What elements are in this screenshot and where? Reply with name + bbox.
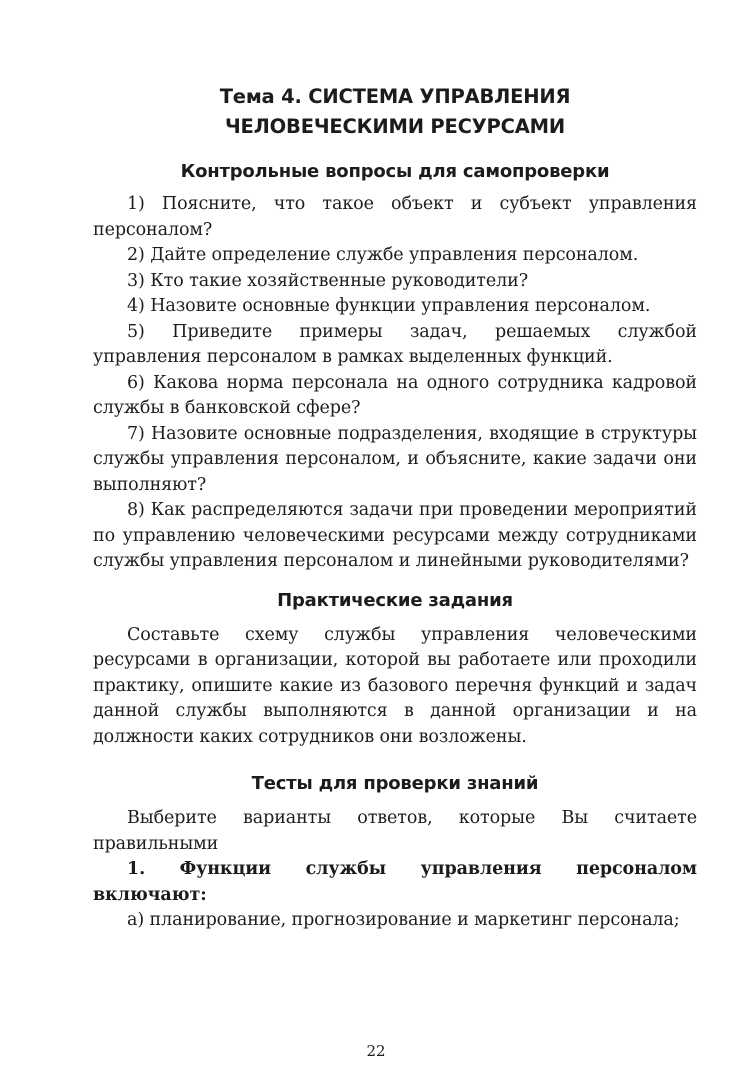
question-item-6: 6) Какова норма персонала на одного сотрудника кадровой службы в банковской сфере?: [93, 372, 697, 418]
page-title-line-1: Тема 4. СИСТЕМА УПРАВЛЕНИЯ: [219, 85, 571, 108]
question-item-8: 8) Как распределяются задачи при проведении мероприятий по управлению человеческими ресурсами между сотрудниками службы управления персоналом и линейными руководителями?: [93, 500, 697, 571]
page-number: 22: [366, 1042, 386, 1060]
test-question-1: 1. Функции службы управления персоналом включают:: [93, 859, 697, 905]
tests-intro: Выберите варианты ответов, которые Вы считаете правильными: [93, 808, 697, 854]
document-page: [93, 82, 697, 934]
question-item-1: 1) Поясните, что такое объект и субъект управления персоналом?: [93, 194, 697, 240]
question-item-7: 7) Назовите основные подразделения, входящие в структуры службы управления персоналом, и объясните, какие задачи они выполняют?: [93, 423, 697, 495]
page-title: [93, 82, 697, 142]
page-title-line-2: ЧЕЛОВЕЧЕСКИМИ РЕСУРСАМИ: [225, 115, 565, 138]
question-item-3: 3) Кто такие хозяйственные руководители?: [127, 270, 529, 291]
test-answer-a: а) планирование, прогнозирование и маркетинг персонала;: [127, 910, 680, 930]
practice-heading: Практические задания: [277, 589, 513, 611]
tests-heading: Тесты для проверки знаний: [251, 773, 539, 794]
questions-list: [93, 192, 697, 575]
questions-heading: Контрольные вопросы для самопроверки: [180, 161, 610, 182]
question-item-2: 2) Дайте определение службе управления персоналом.: [127, 245, 639, 265]
question-item-4: 4) Назовите основные функции управления персоналом.: [127, 296, 651, 316]
practice-text: Составьте схему службы управления человеческими ресурсами в организации, которой вы работаете или проходили практику, опишите какие из базового перечня функций и задач данной службы выполняются в данной организации и на должности каких сотрудников они возложены.: [93, 624, 697, 747]
question-item-5: 5) Приведите примеры задач, решаемых службой управления персоналом в рамках выделенных функций.: [93, 321, 697, 367]
